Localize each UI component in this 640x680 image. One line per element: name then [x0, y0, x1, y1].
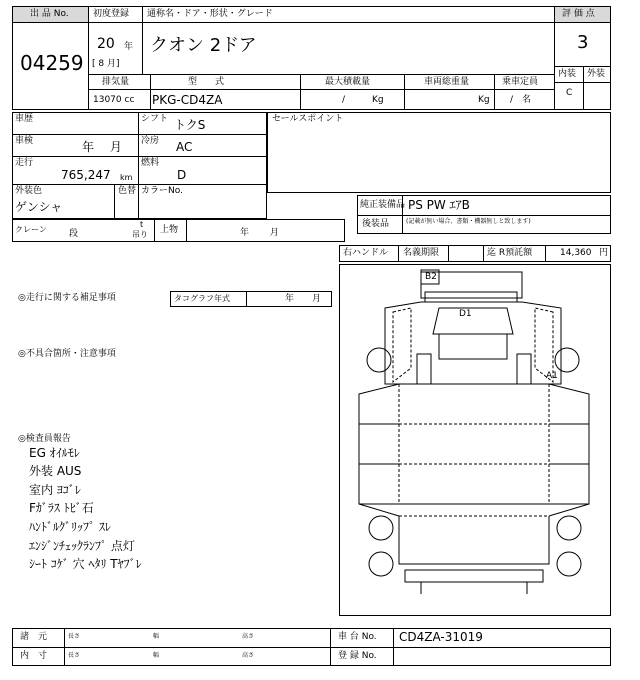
running-notes-title: ◎走行に関する補足事項: [18, 293, 116, 303]
loading-label: 上物: [160, 225, 179, 235]
exterior-color-label: 外装色: [15, 186, 43, 196]
inner-width-label: 幅: [153, 652, 160, 659]
score-value: 3: [577, 32, 589, 53]
max-load-label: 最大積載量: [325, 77, 371, 87]
color-code-label: カラーNo.: [141, 186, 183, 196]
sales-point-label: セールスポイント: [272, 114, 344, 124]
lot-number-label: 出 品 No.: [30, 9, 69, 19]
inner-length-label: 長さ: [68, 652, 81, 659]
exterior-color-value: ゲンシャ: [15, 200, 63, 214]
meigi-label: 名義期限: [403, 248, 440, 258]
inspector-item: Fｶﾞﾗｽ ﾄﾋﾞ石: [29, 501, 94, 515]
height-label: 高さ: [242, 633, 255, 640]
score-label: 評 価 点: [562, 9, 595, 19]
first-registration-label: 初度登録: [93, 9, 130, 19]
inner-height-label: 高さ: [242, 652, 255, 659]
dimensions-label: 諸 元: [20, 632, 48, 642]
genuine-equipment-value: PS PW ｴｱB: [408, 198, 470, 212]
inspector-item: ｼｰﾄ ｺｹﾞ 穴 ﾍﾀﾘ Tﾔﾌﾞﾚ: [29, 557, 142, 571]
interior-grade: C: [566, 88, 573, 98]
lot-number: 04259: [20, 51, 84, 75]
first-registration-year: 20: [97, 36, 115, 52]
mileage-unit: km: [120, 173, 133, 182]
capacity-value: / 名: [510, 95, 532, 105]
aftermarket-label: 後装品: [362, 219, 390, 229]
displacement-value: 13070 cc: [93, 95, 135, 105]
crane-label: クレーン: [15, 225, 47, 234]
damage-mark-a1: A1: [546, 371, 558, 381]
ac-label: 冷房: [141, 136, 160, 146]
damage-mark-b2: B2: [425, 272, 437, 282]
color-change-label: 色替: [118, 186, 137, 196]
inspector-item: 外装 AUS: [29, 464, 82, 478]
shift-value: トクS: [174, 118, 206, 132]
length-label: 長さ: [68, 633, 81, 640]
defects-title: ◎不具合箇所・注意事項: [18, 349, 116, 359]
inspector-item: 室内 ﾖｺﾞﾚ: [29, 483, 81, 497]
truck-diagram: [339, 264, 611, 616]
aftermarket-note: (記載が無い場合、書類・機器無しと致します): [406, 218, 531, 225]
mileage-value: 765,247: [61, 168, 111, 182]
registration-number-label: 登 録 No.: [338, 651, 377, 661]
gross-weight-label: 車両総重量: [424, 77, 470, 87]
width-label: 幅: [153, 633, 160, 640]
mileage-label: 走行: [15, 158, 34, 168]
exterior-label: 外装: [587, 69, 606, 79]
tachograph-label: タコグラフ年式: [174, 294, 230, 303]
inspector-item: ﾊﾝﾄﾞﾙｸﾞﾘｯﾌﾟ ｽﾚ: [29, 520, 111, 534]
crane-hang: 吊り: [132, 230, 148, 239]
deposit-label: 迄 R預託額: [487, 248, 533, 258]
history-label: 車歴: [15, 114, 34, 124]
interior-label: 内装: [558, 69, 577, 79]
genuine-equipment-label: 純正装備品: [360, 200, 406, 210]
model-code-label: 型 式: [188, 77, 225, 87]
chassis-number-label: 車 台 No.: [338, 632, 377, 642]
gross-weight-value: Kg: [478, 95, 490, 105]
max-load-value: / Kg: [342, 95, 384, 105]
displacement-label: 排気量: [102, 77, 130, 87]
inspection-value: 年 月: [82, 140, 122, 154]
ac-value: AC: [176, 140, 193, 154]
fuel-label: 燃料: [141, 158, 160, 168]
first-registration-month: [ 8 月]: [92, 59, 120, 69]
handle-side: 右ハンドル: [343, 248, 389, 258]
model-name: クオン 2ドア: [150, 35, 257, 56]
inspector-item: EG ｵｲﾙﾓﾚ: [29, 446, 80, 460]
inspector-item: ｴﾝｼﾞﾝﾁｪｯｸﾗﾝﾌﾟ 点灯: [29, 539, 135, 553]
shift-label: シフト: [141, 114, 169, 124]
inner-dimensions-label: 内 寸: [20, 651, 48, 661]
fuel-value: D: [177, 168, 187, 182]
inspection-label: 車検: [15, 136, 34, 146]
yen-unit: 円: [599, 248, 609, 258]
model-code: PKG-CD4ZA: [152, 93, 223, 107]
loading-date: 年 月: [240, 228, 279, 238]
crane-row: [12, 219, 345, 242]
chassis-number: CD4ZA-31019: [399, 630, 483, 644]
crane-ton: t: [140, 220, 144, 229]
deposit-amount: 14,360: [560, 248, 592, 258]
inspector-report-title: ◎検査員報告: [18, 434, 71, 444]
damage-mark-d1: D1: [459, 309, 472, 319]
capacity-label: 乗車定員: [502, 77, 539, 87]
year-unit: 年: [124, 42, 134, 52]
tachograph-value: 年 月: [285, 294, 322, 304]
crane-stage: 段: [69, 229, 79, 239]
model-name-label: 通称名・ドア・形状・グレード: [147, 9, 273, 19]
